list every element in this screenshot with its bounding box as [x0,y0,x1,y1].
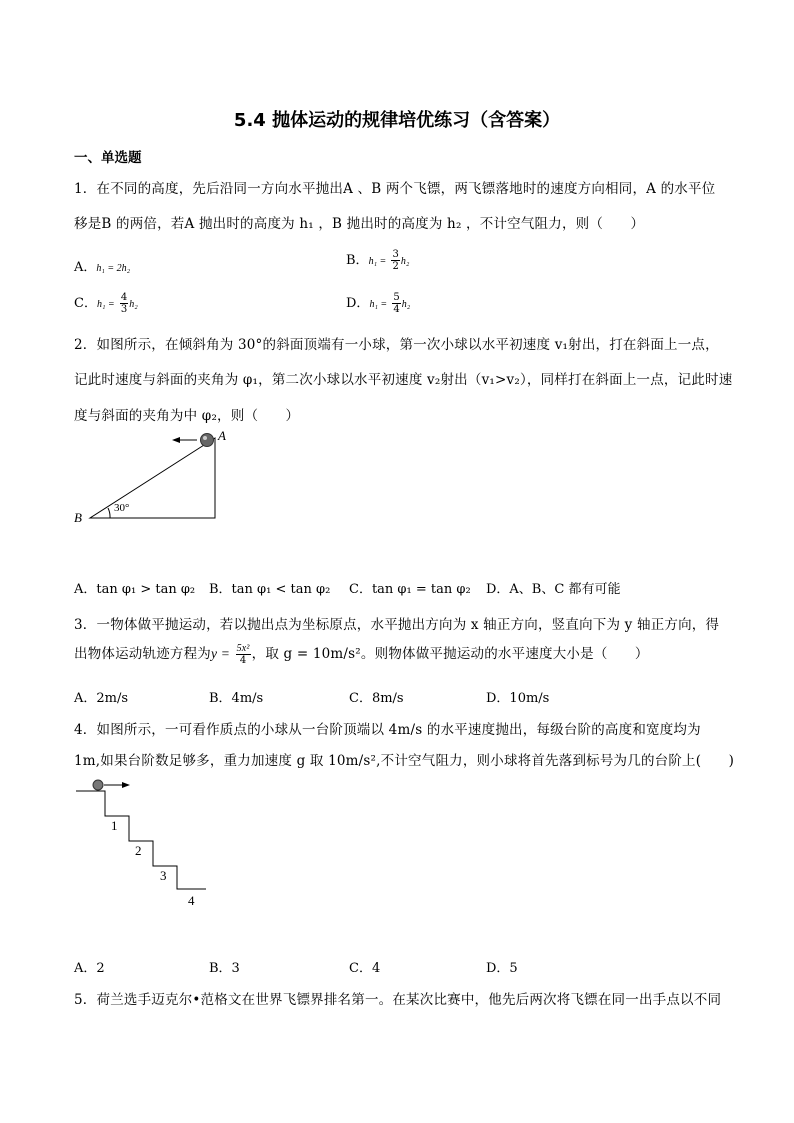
angle-arc [108,508,110,518]
q3-option-b: B．4m/s [209,691,264,706]
q2-option-a: A．tan φ₁ > tan φ₂ [74,582,196,597]
label-b: B [74,510,82,525]
step-label-2: 2 [135,843,142,858]
ball [93,780,103,790]
stairs-outline [76,791,206,889]
q3-option-d: D．10m/s [486,691,550,706]
q4-line2: 1m,如果台阶数足够多，重力加速度 g 取 10m/s²,不计空气阻力，则小球将首先落到标号为几的台阶上( ) [74,753,735,769]
q3-line2: 出物体运动轨迹方程为y = $\frac{\text{5x²}}{4}$ ，取 g = 10m/s²。则物体做平抛运动的水平速度大小是（ ） [74,643,649,666]
q2-option-b: B．tan φ₁ < tan φ₂ [209,582,331,597]
section-heading: 一、单选题 [74,150,142,166]
q4-option-c: C．4 [349,961,381,976]
q3-line1: 3．一物体做平抛运动，若以抛出点为坐标原点，水平抛出方向为 x 轴正方向，竖直向下为 y 轴正方向，得 [74,617,720,633]
q3-option-c: C．8m/s [349,691,404,706]
q1-line1: 1．在不同的高度，先后沿同一方向水平抛出A 、B 两个飞镖，两飞镖落地时的速度方向相同，A 的水平位 [74,181,716,197]
label-a: A [218,428,226,443]
q5-line1: 5．荷兰选手迈克尔•范格文在世界飞镖界排名第一。在某次比赛中，他先后两次将飞镖在同一出手点以不同 [74,992,722,1008]
q1-option-b: B．h₁ = $\frac{3}{2}$ h₂ [346,249,410,272]
velocity-arrowhead [172,437,180,443]
ball [201,434,214,447]
q1-option-d: D．h₁ = $\frac{5}{4}$ h₂ [346,292,411,315]
velocity-arrowhead [122,782,130,788]
q2-line3: 度与斜面的夹角为中 φ₂，则（ ） [74,408,300,424]
q4-option-b: B．3 [209,961,240,976]
step-label-3: 3 [160,868,167,883]
q4-line1: 4．如图所示，一可看作质点的小球从一台阶顶端以 4m/s 的水平速度抛出，每级台阶的高度和宽度均为 [74,722,701,738]
incline-figure [70,428,230,528]
q2-line1: 2．如图所示，在倾斜角为 30°的斜面顶端有一小球，第一次小球以水平初速度 v₁射出，打在斜面上一点， [74,337,719,353]
q2-line2: 记此时速度与斜面的夹角为 φ₁，第二次小球以水平初速度 v₂射出（v₁>v₂），同样打在斜面上一点，记此时速 [74,372,733,388]
incline-triangle [90,438,215,518]
page-title: 5.4 抛体运动的规律培优练习（含答案） [233,110,561,131]
angle-label: 30° [114,502,130,514]
stairs-figure [70,775,220,915]
q1-option-a: A．h₁ = 2h₂ [74,260,131,275]
step-label-1: 1 [111,818,118,833]
q1-option-c: C．h₁ = $\frac{4}{3}$ h₂ [74,292,138,315]
q4-option-d: D．5 [486,961,518,976]
ball-highlight [203,436,207,440]
q2-option-d: D．A、B、C 都有可能 [486,582,621,597]
q1-line2: 移是B 的两倍，若A 抛出时的高度为 h₁ ，B 抛出时的高度为 h₂ ，不计空气阻力，则（ ） [74,216,645,232]
q2-option-c: C．tan φ₁ = tan φ₂ [349,582,471,597]
q3-option-a: A．2m/s [74,691,129,706]
step-label-4: 4 [188,893,195,908]
q4-option-a: A．2 [74,961,105,976]
